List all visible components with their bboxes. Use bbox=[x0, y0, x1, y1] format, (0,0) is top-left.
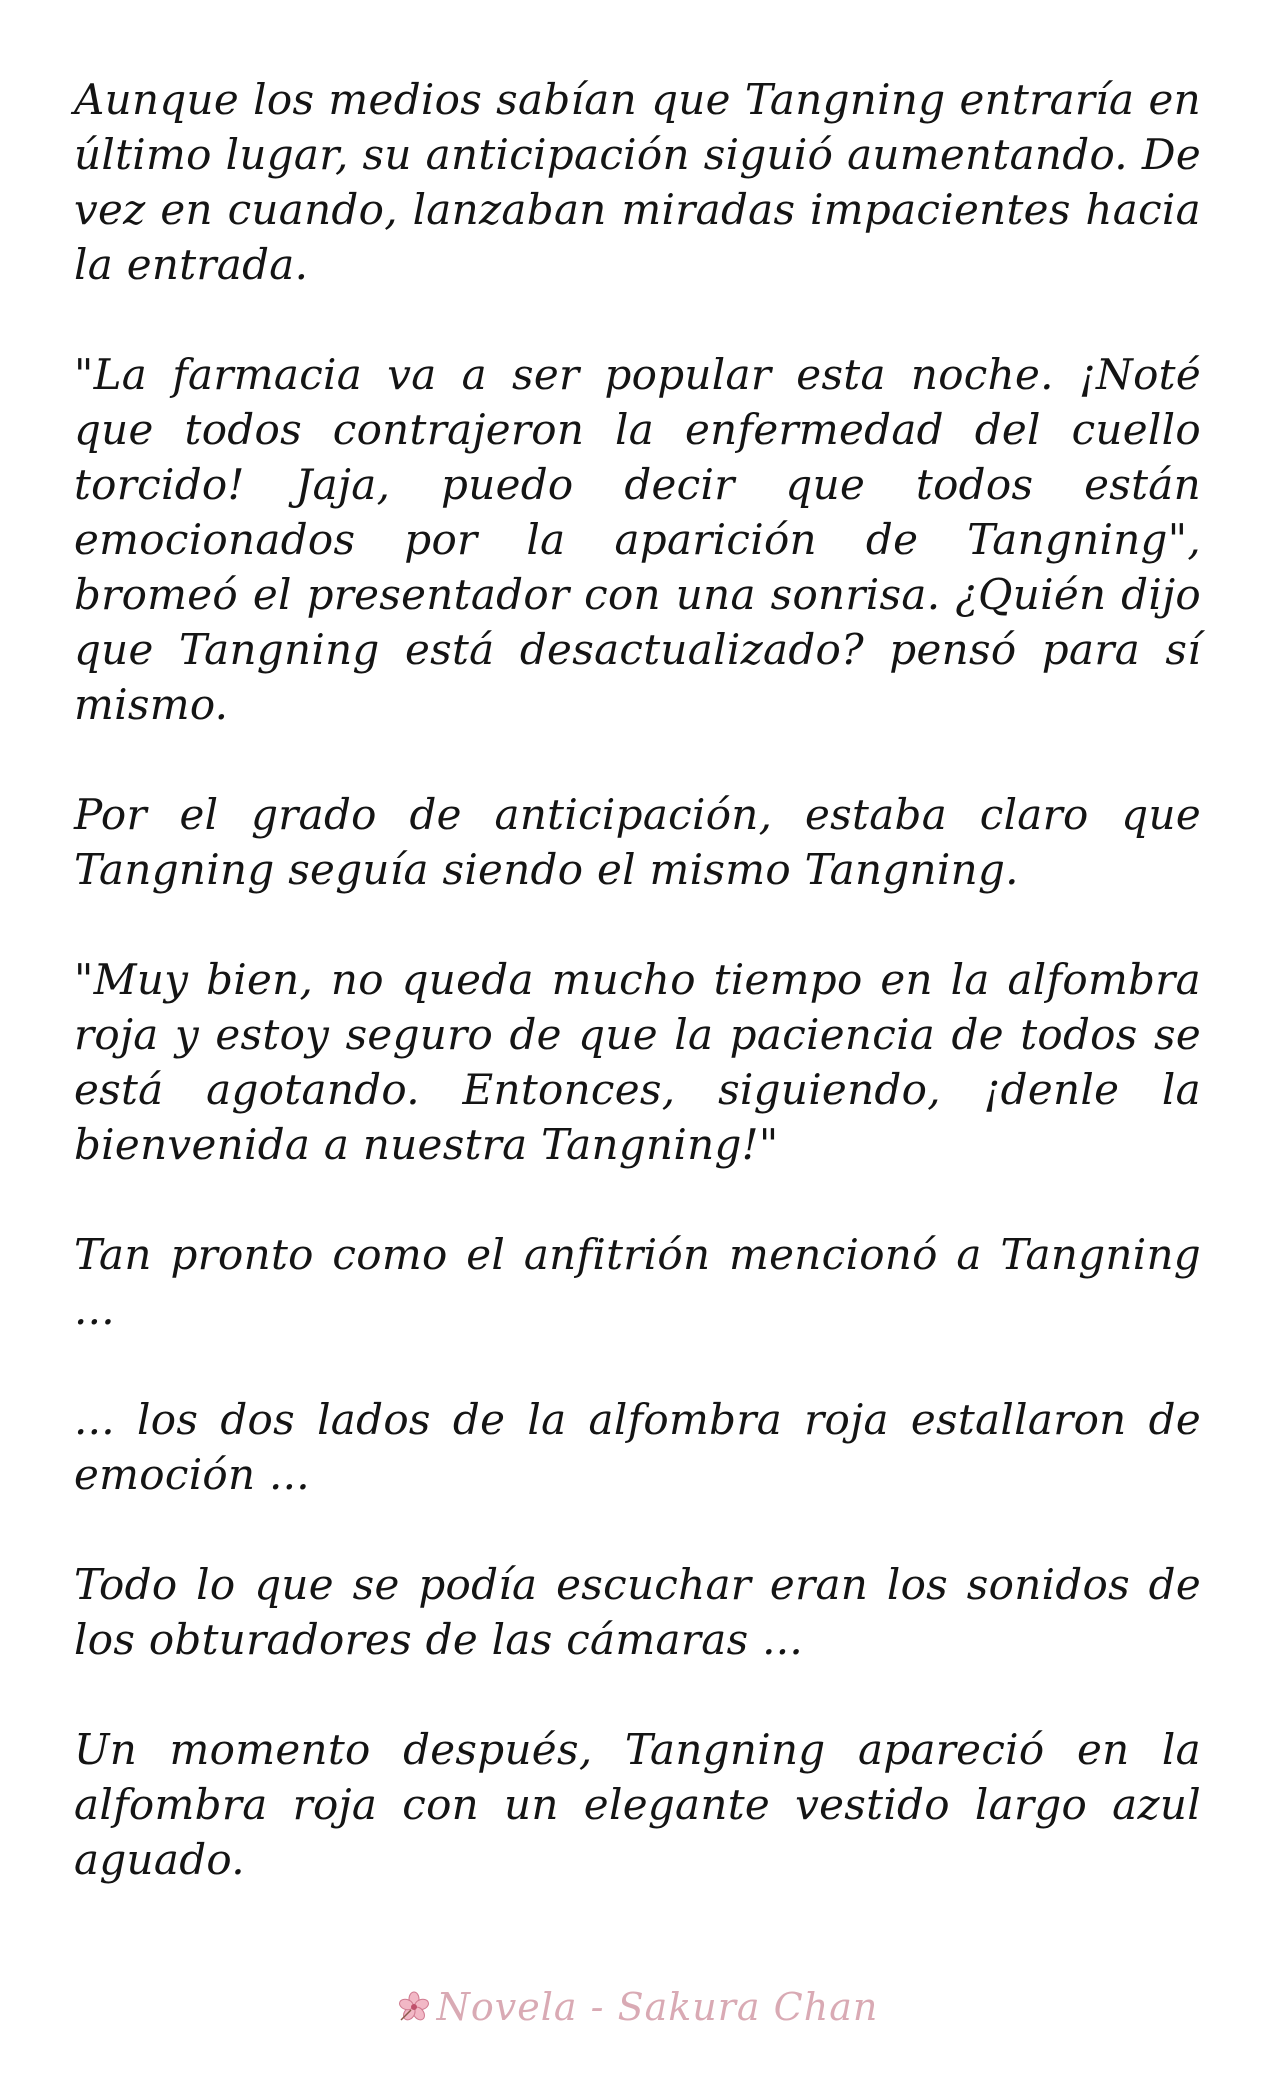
paragraph-4: "Muy bien, no queda mucho tiempo en la alfombra roja y estoy seguro de que la paciencia de todos se está agotando. Entonces, siguiendo, ¡denle la bienvenida a nuestra Tangning!" bbox=[74, 955, 1201, 1169]
paragraph-6: ... los dos lados de la alfombra roja estallaron de emoción ... bbox=[74, 1395, 1201, 1499]
paragraph-3: Por el grado de anticipación, estaba claro que Tangning seguía siendo el mismo Tangning. bbox=[74, 790, 1201, 894]
paragraph-5: Tan pronto como el anfitrión mencionó a Tangning ... bbox=[74, 1230, 1201, 1334]
paragraph-8: Un momento después, Tangning apareció en la alfombra roja con un elegante vestido largo azul aguado. bbox=[74, 1725, 1201, 1884]
sakura-flower-icon bbox=[397, 1989, 431, 2023]
watermark-text: Novela - Sakura Chan bbox=[436, 1985, 879, 2029]
paragraph-7: Todo lo que se podía escuchar eran los sonidos de los obturadores de las cámaras ... bbox=[74, 1560, 1201, 1664]
watermark bbox=[0, 1985, 1275, 2029]
text-body bbox=[74, 72, 1201, 1887]
paragraph-2: "La farmacia va a ser popular esta noche. ¡Noté que todos contrajeron la enfermedad del cuello torcido! Jaja, puedo decir que todos están emocionados por la aparición de Tangning", bromeó el presentador con una sonrisa. ¿Quién dijo que Tangning está desactualizado? pensó para sí mismo. bbox=[74, 350, 1201, 729]
paragraph-1: Aunque los medios sabían que Tangning entraría en último lugar, su anticipación siguió aumentando. De vez en cuando, lanzaban miradas impacientes hacia la entrada. bbox=[74, 75, 1201, 289]
